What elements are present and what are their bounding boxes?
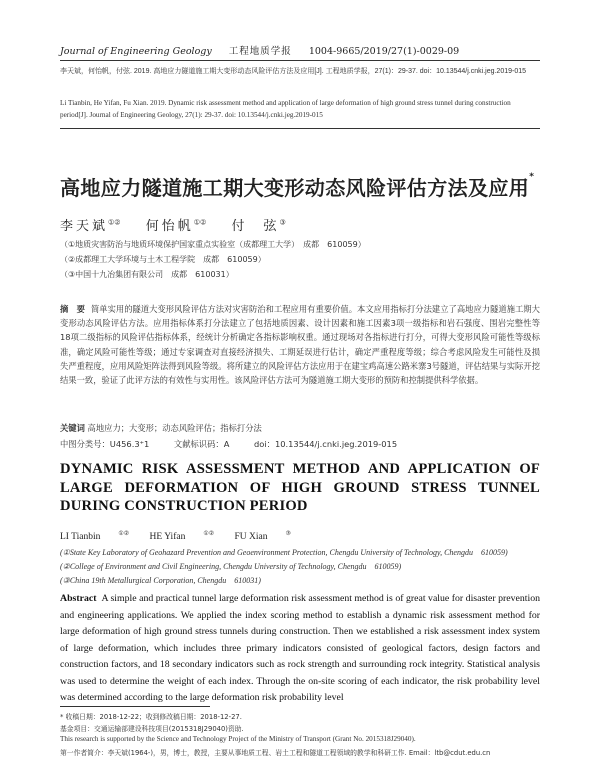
journal-name-en: Journal of Engineering Geology: [60, 46, 212, 57]
affiliation-en-2: (②College of Environment and Civil Engineering, Chengdu University of Technology, Chengdu 610059): [60, 562, 402, 571]
abstract-en-label: Abstract: [60, 593, 97, 604]
affiliation-cn-2: （②成都理工大学环境与土木工程学院 成都 610059）: [60, 255, 266, 264]
paper-title-en: DYNAMIC RISK ASSESSMENT METHOD AND APPLICATION OF LARGE DEFORMATION OF HIGH GROUND STRESS TUNNEL DURING CONSTRUCTION PERIOD: [60, 461, 540, 514]
doc-code: 文献标识码：A: [173, 439, 230, 449]
header-rule: [60, 60, 540, 61]
abstract-cn-text: 简单实用的隧道大变形风险评估方法对灾害防治和工程应用有重要价值。本文应用指标打分法建立了高地应力隧道施工期大变形动态风险评估方法。应用指标体系打分法建立了包括地质因素、设计因素和施工因素3项一级指标和岩石强度、围岩完整性等18项二级指标的风险评估指标体系，经统计分析确定各指标影响权重。通过现场对各指标进行打分，可得大变形风险可能性等级标准，确定风险可能性等级；通过专家调查对直接经济损失、工期延误进行估计，确定严重程度等级；综合考虑风险发生可能性及损失严重程度，应用风险矩阵法得到风险等级。将所建立的风险评估方法应用于在建宝鸡高速公路米寨3号隧道，评估结果与实际开挖结果一致，验证了此评方法的有效性与实用性。该风险评估方法可为隧道施工期大变形的预防和控制提供科学依据。: [60, 304, 540, 386]
footnote-fund-cn: 基金项目：交通运输部建设科技项目(2015318J29040)资助.: [60, 725, 244, 733]
keywords-cn: [60, 422, 540, 434]
footnote-rule: [60, 706, 210, 707]
classification-line: [60, 438, 540, 450]
doi-text: doi：10.13544/j.cnki.jeg.2019-015: [254, 439, 398, 449]
title-footnote-mark: *: [529, 172, 535, 182]
affiliation-cn-3: （③中国十九冶集团有限公司 成都 610031）: [60, 270, 234, 279]
abstract-cn: [60, 302, 540, 387]
citation-rule: [60, 128, 540, 129]
author-en: LI Tianbin ①②: [60, 531, 130, 543]
keywords-cn-text: 高地应力；大变形；动态风险评估；指标打分法: [87, 423, 262, 433]
affiliation-en-1: (①State Key Laboratory of Geohazard Prevention and Geoenvironment Protection, Chengdu University of Technology, Chengdu 610059): [60, 548, 508, 557]
title-cn-text: 高地应力隧道施工期大变形动态风险评估方法及应用: [60, 176, 530, 200]
author-cn: 李天斌①②: [60, 218, 121, 234]
citation-cn: 李天斌，何怡帆，付弦. 2019. 高地应力隧道施工期大变形动态风险评估方法及应用[J]. 工程地质学报，27(1)：29-37. doi：10.13544/j.cnki.jeg.2019-015: [60, 68, 527, 75]
issn-line: 1004-9665/2019/27(1)-0029-09: [308, 46, 460, 57]
clc-number: 中图分类号：U456.3⁺1: [60, 439, 150, 449]
keywords-cn-label: 关键词: [60, 423, 85, 433]
author-en: FU Xian ③: [234, 531, 291, 543]
footnote-received: * 收稿日期：2018-12-22；收到修改稿日期：2018-12-27.: [60, 713, 242, 721]
abstract-cn-label: 摘 要: [60, 304, 85, 314]
paper-title-cn: [60, 172, 540, 201]
author-en: HE Yifan ①②: [149, 531, 215, 543]
author-cn: 何怡帆①②: [145, 218, 207, 234]
citation-en: Li Tianbin, He Yifan, Fu Xian. 2019. Dynamic risk assessment method and application of large deformation of high ground stress tunnel during construction period[J]. Journal of Engineering Geology, 27(1): 29-37. doi: 10.13544/j.cnki.jeg.2019-015: [60, 99, 511, 119]
affiliation-en-3: (③China 19th Metallurgical Corporation, Chengdu 610031): [60, 576, 261, 585]
footnote-author-bio: 第一作者简介：李天斌(1964-)，男，博士，教授，主要从事地质工程、岩土工程和隧道工程领域的教学和科研工作. Email：ltb@cdut.edu.cn: [60, 749, 491, 757]
affiliation-cn-1: （①地质灾害防治与地质环境保护国家重点实验室（成都理工大学） 成都 610059）: [60, 240, 366, 249]
authors-en: [60, 530, 309, 542]
journal-name-cn: 工程地质学报: [228, 46, 292, 57]
footnote-fund-en: This research is supported by the Science and Technology Project of the Ministry of Transport (Grant No. 2015318J29040).: [60, 735, 416, 743]
authors-cn: [60, 215, 304, 234]
abstract-en: [60, 591, 540, 707]
author-cn: 付 弦③: [231, 218, 286, 234]
running-header: [60, 43, 540, 57]
abstract-en-text: A simple and practical tunnel large deformation risk assessment method is of great value for disaster prevention and engineering applications. We applied the index scoring method to establish a dynamic risk assessment method for large deformation of high ground stress tunnels during construction. Then we established a risk assessment index system of large deformation, which includes three primary indicators consisted of geological factors, design factors and construction factors, and 18 secondary indicators such as rock strength and surrounding rock integrity. Statistical analysis was used to determine the weight of each index. Through the on-site scoring of each indicator, the risk probability level was determined according to the large deformation risk probability level: [60, 593, 540, 703]
